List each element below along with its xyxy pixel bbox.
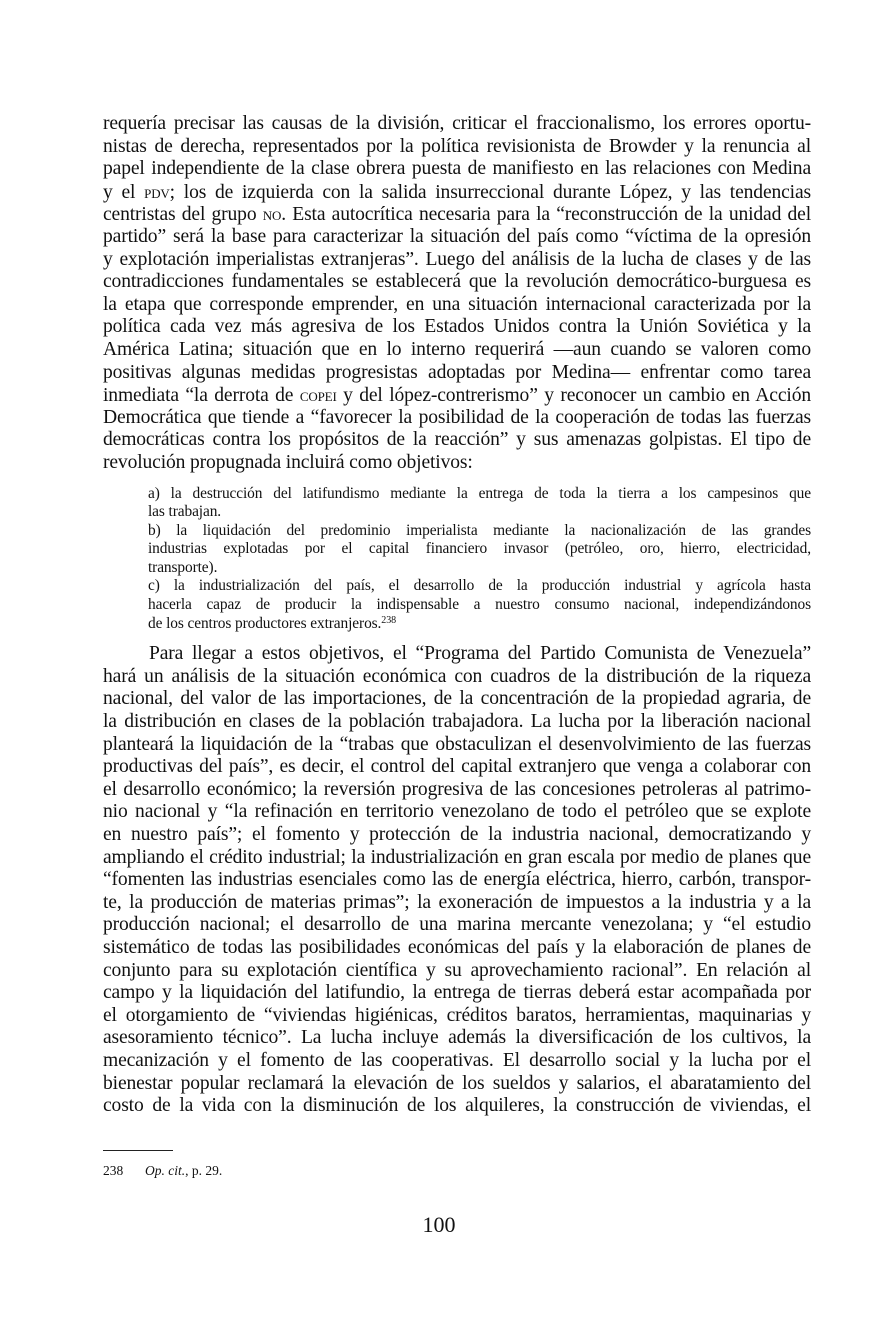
paragraph-1-line xyxy=(103,181,811,204)
footnote-reference: 238 xyxy=(381,614,396,626)
paragraph-2-line: el otorgamiento de “viviendas higiénicas, créditos baratos, herramientas, maquinarias y xyxy=(103,1004,811,1026)
paragraph-2-line: mecanización y el fomento de las cooperativas. El desarrollo social y la lucha por el xyxy=(103,1049,811,1071)
page-body xyxy=(103,113,811,1118)
quote-line: c) la industrialización del país, el desarrollo de la producción industrial y agrícola hasta xyxy=(148,577,811,595)
paragraph-1-line: democráticas contra los propósitos de la reacción” y sus amenazas golpistas. El tipo de xyxy=(103,429,811,451)
paragraph-2-line: asesoramiento técnico”. La lucha incluye además la diversificación de los cultivos, la xyxy=(103,1027,811,1049)
paragraph-1-line: nistas de derecha, representados por la política revisionista de Browder y la renuncia al xyxy=(103,135,811,157)
paragraph-1-line: positivas algunas medidas progresistas adoptadas por Medina— enfrentar como tarea xyxy=(103,361,811,383)
quote-line: b) la liquidación del predominio imperialista mediante la nacionalización de las grandes xyxy=(148,521,811,539)
paragraph-2-line: el desarrollo económico; la reversión progresiva de las concesiones petroleras al patrimo- xyxy=(103,778,811,800)
page-number: 100 xyxy=(422,1212,456,1237)
paragraph-1-line: revolución propugnada incluirá como objetivos: xyxy=(103,451,473,473)
paragraph-2-line: en nuestro país”; el fomento y protección de la industria nacional, democratizando y xyxy=(103,824,811,845)
acronym: pdv xyxy=(144,181,170,202)
paragraph-2-line: productivas del país”, es decir, el control del capital extranjero que venga a colaborar con xyxy=(103,756,811,778)
paragraph-1-line: Democrática que tiende a “favorecer la posibilidad de la cooperación de todas las fuerzas xyxy=(103,406,811,428)
paragraph-2-line: costo de la vida con la disminución de los alquileres, la construcción de viviendas, el xyxy=(103,1095,811,1117)
paragraph-2-line: bienestar popular reclamará la elevación de los sueldos y salarios, el abaratamiento del xyxy=(103,1072,811,1094)
paragraph-2-line: planteará la liquidación de la “trabas que obstaculizan el desenvolvimiento de las fuerzas xyxy=(103,733,811,755)
paragraph-1-line: requería precisar las causas de la división, criticar el fraccionalismo, los errores oportu- xyxy=(103,113,811,134)
paragraph-2-line: Para llegar a estos objetivos, el “Programa del Partido Comunista de Venezuela” xyxy=(149,643,811,665)
quote-line: de los centros productores extranjeros.$^{238}$ xyxy=(148,614,396,632)
quote-line: transporte). xyxy=(148,558,218,576)
text-run: . Esta autocrítica necesaria para la “reconstrucción de la unidad del xyxy=(281,204,811,226)
quote-line: hacerla capaz de producir la indispensable a nuestro consumo nacional, independizándonos xyxy=(148,596,811,614)
paragraph-2-line: te, la producción de materias primas”; la exoneración de impuestos a la industria y a la xyxy=(103,891,811,913)
quote-line: industrias explotadas por el capital financiero invasor (petróleo, oro, hierro, electricidad, xyxy=(148,540,811,558)
text-run: y el xyxy=(103,181,145,203)
paragraph-1-line xyxy=(103,203,811,226)
paragraph-2-line: nio nacional y “la refinación en territorio venezolano de todo el petróleo que se explote xyxy=(103,801,811,823)
paragraph-2-line: la distribución en clases de la población trabajadora. La lucha por la liberación nacional xyxy=(103,711,811,733)
paragraph-1-line: política cada vez más agresiva de los Estados Unidos contra la Unión Soviética y la xyxy=(103,316,811,338)
text-run: y del lópez-contrerismo” y reconocer un cambio en Acción xyxy=(336,385,811,407)
paragraph-1 xyxy=(103,113,811,475)
quote-line: a) la destrucción del latifundismo mediante la entrega de toda la tierra a los campesinos que xyxy=(148,484,811,502)
paragraph-1-line: contradicciones fundamentales se establecerá que la revolución democrático-burguesa es xyxy=(103,271,811,293)
text-run: inmediata “la derrota de xyxy=(103,385,300,407)
footnote xyxy=(103,1163,222,1179)
paragraph-1-line: partido” será la base para caracterizar la situación del país como “víctima de la opresión xyxy=(103,225,811,247)
block-quote xyxy=(148,485,811,634)
paragraph-2-line: nacional, del valor de las importaciones, de la concentración de la propiedad agraria, de xyxy=(103,688,811,710)
paragraph-2-line: producción nacional; el desarrollo de una marina mercante venezolana; y “el estudio xyxy=(103,914,811,936)
footnote-source: Op. cit. xyxy=(145,1163,186,1178)
paragraph-1-line: y explotación imperialistas extranjeras”. Luego del análisis de la lucha de clases y de las xyxy=(103,248,811,270)
paragraph-2-line: ampliando el crédito industrial; la industrialización en gran escala por medio de planes que xyxy=(103,846,811,868)
footnote-separator xyxy=(103,1150,173,1151)
paragraph-1-line: la etapa que corresponde emprender, en una situación internacional caracterizada por la xyxy=(103,293,811,315)
paragraph-2-line: “fomenten las industrias esenciales como las de energía eléctrica, hierro, carbón, transpor- xyxy=(103,869,811,891)
acronym: copei xyxy=(299,385,337,406)
paragraph-2-line: conjunto para su explotación científica y su aprovechamiento racional”. En relación al xyxy=(103,959,811,981)
text-run: centristas del grupo xyxy=(103,204,263,226)
paragraph-1-line: América Latina; situación que en lo interno requerirá —aun cuando se valoren como xyxy=(103,338,811,360)
paragraph-2-line: campo y la liquidación del latifundio, la entrega de tierras deberá estar acompañada por xyxy=(103,982,811,1004)
text-run: ; los de izquierda con la salida insurreccional durante López, y las tendencias xyxy=(169,181,811,203)
footnote-page: , p. 29. xyxy=(185,1163,223,1178)
paragraph-2 xyxy=(103,643,811,1117)
acronym: no xyxy=(262,204,282,225)
footnote-number: 238 xyxy=(103,1163,124,1178)
paragraph-2-line: sistemático de todas las posibilidades económicas del país y la elaboración de planes de xyxy=(103,936,811,958)
paragraph-2-line: hará un análisis de la situación económica con cuadros de la distribución de la riqueza xyxy=(103,665,811,687)
paragraph-1-line: papel independiente de la clase obrera puesta de manifiesto en las relaciones con Medina xyxy=(103,158,811,180)
quote-line: las trabajan. xyxy=(148,503,222,521)
paragraph-1-line xyxy=(103,384,811,407)
